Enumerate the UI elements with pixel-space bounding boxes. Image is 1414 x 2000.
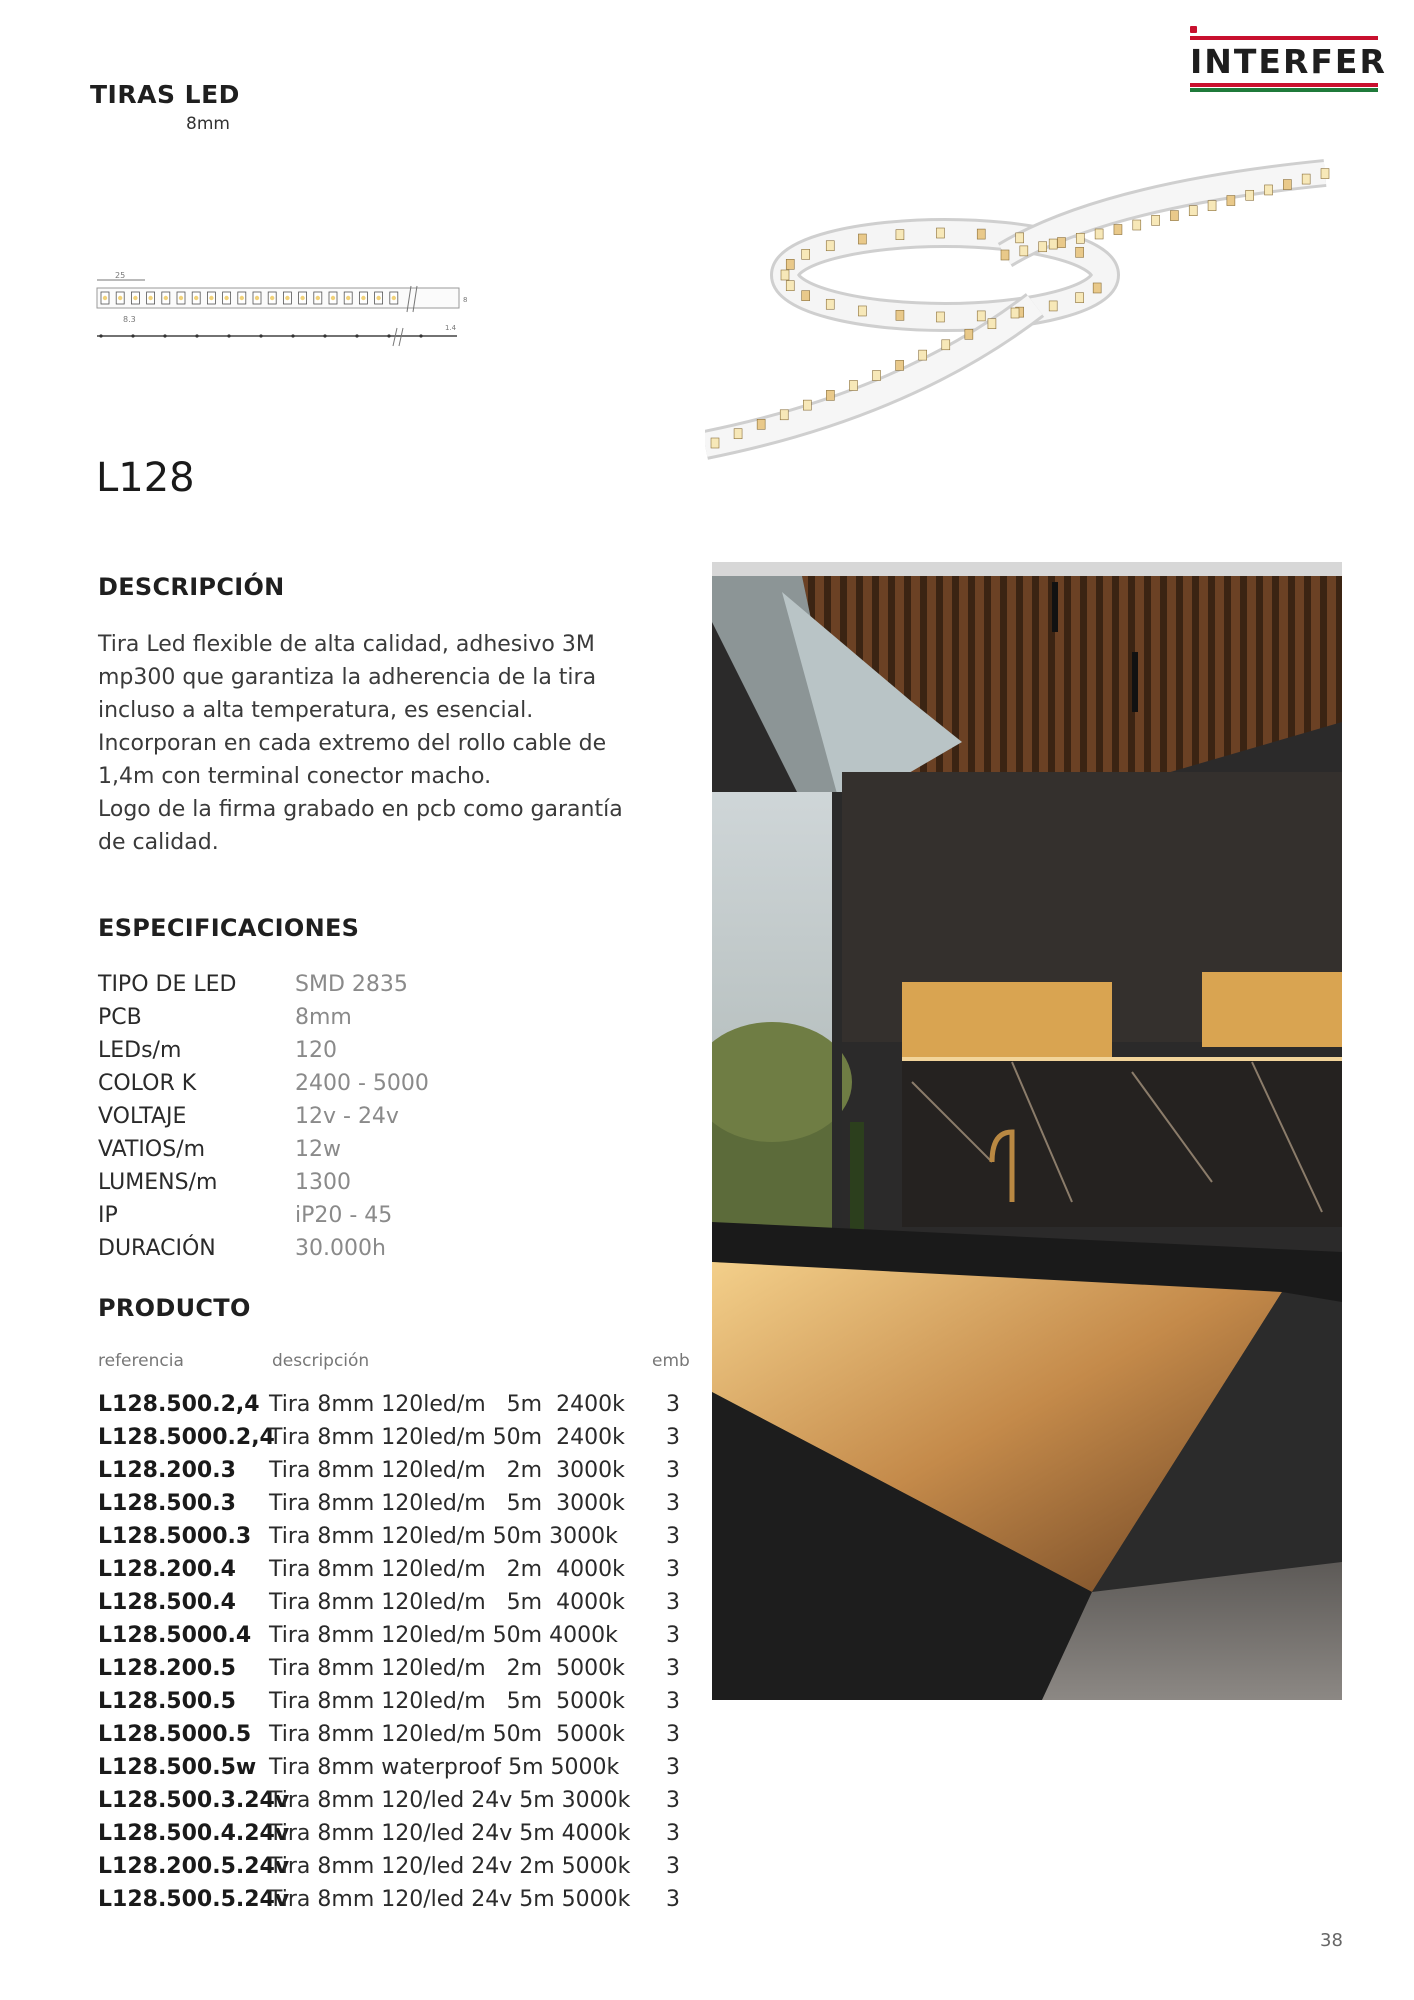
product-description: Tira 8mm 120/led 24v 2m 5000k xyxy=(269,1854,631,1879)
product-reference: L128.5000.2,4 xyxy=(98,1425,275,1450)
strip-dimension-diagram xyxy=(95,268,475,358)
spec-value: 8mm xyxy=(295,1005,352,1030)
product-description: Tira 8mm 120led/m 2m 4000k xyxy=(269,1557,625,1582)
product-pack-qty: 3 xyxy=(666,1788,680,1813)
product-description: Tira 8mm 120led/m 50m 5000k xyxy=(269,1722,625,1747)
spec-value: 2400 - 5000 xyxy=(295,1071,429,1096)
product-reference: L128.500.5 xyxy=(98,1689,236,1714)
spec-row xyxy=(98,972,598,1005)
spec-row xyxy=(98,1203,598,1236)
catalog-subtitle: 8mm xyxy=(186,114,230,134)
table-row xyxy=(98,1392,698,1425)
product-pack-qty: 3 xyxy=(666,1524,680,1549)
spec-key: IP xyxy=(98,1203,118,1228)
product-description: Tira 8mm 120led/m 5m 4000k xyxy=(269,1590,625,1615)
spec-value: SMD 2835 xyxy=(295,972,408,997)
logo-wordmark: INTERFER xyxy=(1190,42,1387,81)
diagram-pitch-label: 8.3 xyxy=(123,315,136,324)
diagram-thickness-label: 1.4 xyxy=(445,324,457,332)
spec-value: 1300 xyxy=(295,1170,351,1195)
logo-green-stripe xyxy=(1190,88,1378,92)
spec-row xyxy=(98,1104,598,1137)
column-header-desc: descripción xyxy=(272,1351,370,1371)
spec-row xyxy=(98,1236,598,1269)
product-reference: L128.200.3 xyxy=(98,1458,236,1483)
logo-top-bar xyxy=(1190,36,1378,40)
spec-value: 12w xyxy=(295,1137,341,1162)
product-pack-qty: 3 xyxy=(666,1656,680,1681)
product-reference: L128.5000.3 xyxy=(98,1524,252,1549)
table-row xyxy=(98,1557,698,1590)
page-number: 38 xyxy=(1320,1930,1343,1951)
table-row xyxy=(98,1722,698,1755)
product-description: Tira 8mm 120led/m 5m 3000k xyxy=(269,1491,625,1516)
description-line: incluso a alta temperatura, es esencial. xyxy=(98,698,534,723)
diagram-width-label: 25 xyxy=(115,271,126,280)
table-row xyxy=(98,1590,698,1623)
table-row xyxy=(98,1458,698,1491)
catalog-title: TIRAS LED xyxy=(90,80,240,109)
product-reference: L128.200.5 xyxy=(98,1656,236,1681)
spec-row xyxy=(98,1170,598,1203)
spec-value: 30.000h xyxy=(295,1236,386,1261)
product-pack-qty: 3 xyxy=(666,1623,680,1648)
table-row xyxy=(98,1491,698,1524)
product-reference: L128.500.5w xyxy=(98,1755,257,1780)
product-description: Tira 8mm 120led/m 50m 3000k xyxy=(269,1524,618,1549)
product-reference: L128.500.4.24v xyxy=(98,1821,290,1846)
spec-key: PCB xyxy=(98,1005,142,1030)
description-line: mp300 que garantiza la adherencia de la tira xyxy=(98,665,597,690)
spec-key: COLOR K xyxy=(98,1071,197,1096)
product-pack-qty: 3 xyxy=(666,1887,680,1912)
column-header-ref: referencia xyxy=(98,1351,184,1371)
spec-row xyxy=(98,1038,598,1071)
table-row xyxy=(98,1854,698,1887)
logo-red-stripe xyxy=(1190,83,1378,87)
description-line: Tira Led flexible de alta calidad, adhesivo 3M xyxy=(98,632,595,657)
spec-row xyxy=(98,1071,598,1104)
diagram-height-label: 8 xyxy=(463,296,468,304)
spec-row xyxy=(98,1137,598,1170)
product-pack-qty: 3 xyxy=(666,1557,680,1582)
table-row xyxy=(98,1887,698,1920)
product-reference: L128.500.5.24v xyxy=(98,1887,290,1912)
column-header-emb: emb xyxy=(652,1351,690,1371)
product-description: Tira 8mm 120led/m 2m 5000k xyxy=(269,1656,625,1681)
spec-key: VATIOS/m xyxy=(98,1137,206,1162)
description-line: Incorporan en cada extremo del rollo cable de xyxy=(98,731,607,756)
kitchen-photo xyxy=(712,562,1342,1700)
spec-key: LEDs/m xyxy=(98,1038,182,1063)
product-reference: L128.500.4 xyxy=(98,1590,236,1615)
table-row xyxy=(98,1524,698,1557)
spec-value: 120 xyxy=(295,1038,337,1063)
logo-dot xyxy=(1190,26,1197,33)
table-row xyxy=(98,1656,698,1689)
table-row xyxy=(98,1788,698,1821)
spec-row xyxy=(98,1005,598,1038)
product-description: Tira 8mm 120led/m 5m 2400k xyxy=(269,1392,625,1417)
description-line: de calidad. xyxy=(98,830,219,855)
description-text xyxy=(98,628,658,859)
product-pack-qty: 3 xyxy=(666,1722,680,1747)
product-heading: PRODUCTO xyxy=(98,1294,251,1322)
table-row xyxy=(98,1755,698,1788)
brand-logo xyxy=(1190,26,1387,86)
description-heading: DESCRIPCIÓN xyxy=(98,573,285,601)
spec-value: iP20 - 45 xyxy=(295,1203,393,1228)
led-strip-image xyxy=(705,155,1335,475)
product-pack-qty: 3 xyxy=(666,1458,680,1483)
spec-key: VOLTAJE xyxy=(98,1104,187,1129)
product-description: Tira 8mm waterproof 5m 5000k xyxy=(269,1755,620,1780)
spec-key: DURACIÓN xyxy=(98,1236,216,1261)
product-pack-qty: 3 xyxy=(666,1689,680,1714)
product-pack-qty: 3 xyxy=(666,1590,680,1615)
product-reference: L128.500.3 xyxy=(98,1491,236,1516)
product-description: Tira 8mm 120/led 24v 5m 3000k xyxy=(269,1788,631,1813)
description-line: Logo de la firma grabado en pcb como garantía xyxy=(98,797,623,822)
product-description: Tira 8mm 120led/m 5m 5000k xyxy=(269,1689,625,1714)
product-description: Tira 8mm 120led/m 2m 3000k xyxy=(269,1458,625,1483)
product-description: Tira 8mm 120led/m 50m 2400k xyxy=(269,1425,625,1450)
model-code: L128 xyxy=(96,455,195,501)
specs-heading: ESPECIFICACIONES xyxy=(98,914,360,942)
product-description: Tira 8mm 120led/m 50m 4000k xyxy=(269,1623,618,1648)
spec-value: 12v - 24v xyxy=(295,1104,399,1129)
table-row xyxy=(98,1623,698,1656)
product-pack-qty: 3 xyxy=(666,1821,680,1846)
product-pack-qty: 3 xyxy=(666,1425,680,1450)
spec-key: LUMENS/m xyxy=(98,1170,218,1195)
description-line: 1,4m con terminal conector macho. xyxy=(98,764,492,789)
product-description: Tira 8mm 120/led 24v 5m 4000k xyxy=(269,1821,631,1846)
product-reference: L128.200.5.24v xyxy=(98,1854,290,1879)
product-reference: L128.5000.4 xyxy=(98,1623,252,1648)
product-reference: L128.5000.5 xyxy=(98,1722,252,1747)
product-pack-qty: 3 xyxy=(666,1755,680,1780)
product-reference: L128.500.2,4 xyxy=(98,1392,260,1417)
table-row xyxy=(98,1821,698,1854)
spec-key: TIPO DE LED xyxy=(98,972,237,997)
product-pack-qty: 3 xyxy=(666,1854,680,1879)
product-pack-qty: 3 xyxy=(666,1491,680,1516)
product-reference: L128.500.3.24v xyxy=(98,1788,290,1813)
table-row xyxy=(98,1425,698,1458)
table-row xyxy=(98,1689,698,1722)
product-pack-qty: 3 xyxy=(666,1392,680,1417)
product-description: Tira 8mm 120/led 24v 5m 5000k xyxy=(269,1887,631,1912)
product-reference: L128.200.4 xyxy=(98,1557,236,1582)
